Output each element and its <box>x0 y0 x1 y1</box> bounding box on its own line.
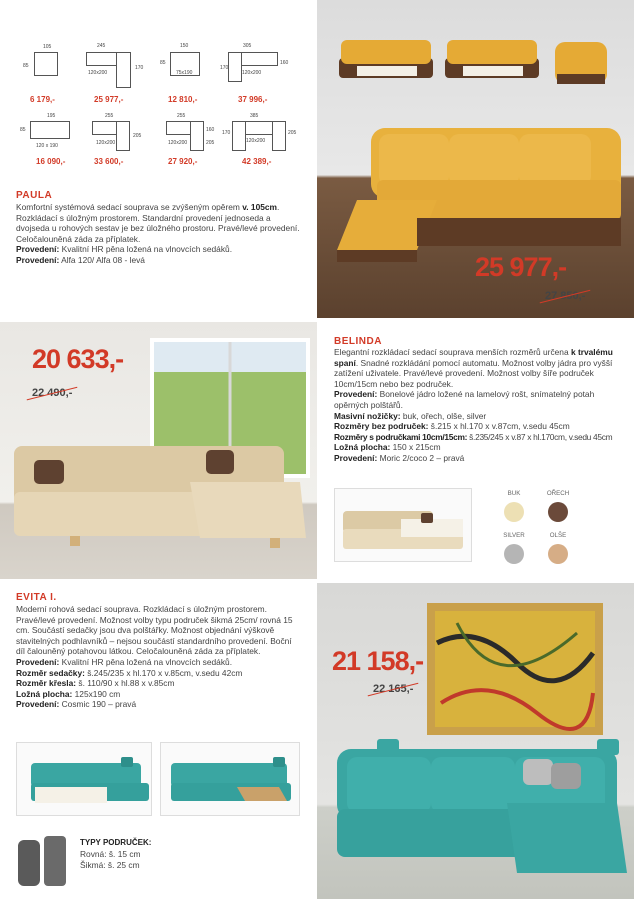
dim-label: 75x190 <box>176 70 193 76</box>
belinda-title: BELINDA <box>334 336 382 347</box>
evita-desc-text: Moderní rohová sedací souprava. Rozkládací s úložným prostorem. Pravé/levé provedení. Možnost volby typu područek šikmá 25cm/ rovná 15 cm. Součástí sedačky jsou dva polštářky. Možnost objednání výškově stavitelných podhlavníků – nejsou součástí standardního provedení. Boční díl čalouněný potahovou látkou. Celočalouněná záda za příplatek. <box>16 604 293 657</box>
paula-desc-text-2: . Rozkládací s úložným prostorem. Standardní provedení jednoseda a dvojseda u rohových sestav je bez úložného prostoru. Pravé/levé provedení. Celočalouněná záda za příplatek. <box>16 202 300 244</box>
variant-price: 12 810,- <box>168 95 198 104</box>
diagram-8c <box>272 121 286 151</box>
dim-label: 160 <box>206 127 215 133</box>
spec-value: š.235/245 x v.87 x hl.170cm, v.sedu 45cm <box>467 431 613 442</box>
spec-value: Bonelové jádro ložené na lamelový rošt, snímatelný potah opěrných polštářů. <box>334 389 595 410</box>
dim-label: 305 <box>243 43 252 49</box>
variant-price: 25 977,- <box>94 95 124 104</box>
belinda-description <box>334 347 616 464</box>
belinda-desc-text: Elegantní rozkládací sedací souprava menších rozměrů určena <box>334 347 571 357</box>
dim-label: 170 <box>135 65 144 71</box>
diagram-6b <box>116 121 130 151</box>
paula-title: PAULA <box>16 190 53 201</box>
dim-label: 120x200 <box>96 140 116 146</box>
main-corner-sofa <box>337 128 621 262</box>
dim-label: 205 <box>288 130 297 136</box>
teal-corner-sofa <box>337 739 627 873</box>
evita-title: EVITA I. <box>16 592 57 603</box>
dim-label: 205 <box>133 133 142 139</box>
dim-label: 170 <box>220 65 229 71</box>
spec-label: Rozměr sedačky: <box>16 667 85 678</box>
abstract-painting <box>427 603 603 735</box>
evita-old-price: 22 165,- <box>373 683 414 695</box>
swatch-orech <box>548 502 568 522</box>
variant-price: 37 996,- <box>238 95 268 104</box>
dim-label: 120x200 <box>246 138 266 144</box>
evita-storage-illustration <box>161 743 300 816</box>
spec-value: Cosmic 190 – pravá <box>59 699 137 710</box>
dim-label: 120x200 <box>242 70 262 76</box>
paula-desc-bold: v. 105cm <box>242 202 278 212</box>
spec-value: š. 110/90 x hl.88 x v.85cm <box>76 678 175 689</box>
spec-value: buk, ořech, olše, silver <box>400 410 487 421</box>
dim-label: 255 <box>177 113 186 119</box>
diagram-8b <box>232 121 246 151</box>
dim-label: 160 <box>280 60 289 66</box>
evita-small-photo-1 <box>16 742 152 816</box>
belinda-price: 20 633,- <box>32 344 124 374</box>
belinda-desc-bold: k trvalému spaní <box>334 347 613 368</box>
dim-label: 205 <box>206 140 215 146</box>
evita-description <box>16 604 300 710</box>
dim-label: 170 <box>222 130 231 136</box>
armrest-title: TYPY PODRUČEK: <box>80 838 152 847</box>
spec-label: Ložná plocha: <box>334 442 391 453</box>
dim-label: 385 <box>250 113 259 119</box>
evita-photo <box>317 583 634 899</box>
dim-label: 120x200 <box>168 140 188 146</box>
paula-desc-text: Komfortní systémová sedací souprava se zvýšeným opěrem <box>16 202 243 212</box>
dim-label: 120 x 190 <box>36 143 58 149</box>
swatch-buk <box>504 502 524 522</box>
spec-label: Provedení: <box>16 254 60 265</box>
belinda-small-photo <box>334 488 472 562</box>
diagram-5 <box>30 121 70 139</box>
swatch-label-orech: OŘECH <box>546 490 570 497</box>
armrest-illustration <box>16 832 68 890</box>
spec-value: š.215 x hl.170 x v.87cm, v.sedu 45cm <box>428 421 570 432</box>
belinda-desc-text-2: . Snadné rozkládání pomocí automatu. Možnost volby jádra pro vyšší zatížení uživatele. Pravé/levé provedení. Možnost volby šíře područek 10cm/15cm nebo bez područek. <box>334 357 613 389</box>
evita-price: 21 158,- <box>332 646 424 676</box>
spec-label: Provedení: <box>16 244 60 255</box>
variant-price: 27 920,- <box>168 157 198 166</box>
spec-value: Moric 2/coco 2 – pravá <box>377 452 465 463</box>
small-sofa-1 <box>339 40 433 78</box>
variant-price: 42 389,- <box>242 157 272 166</box>
paula-description <box>16 202 300 266</box>
dim-label: 85 <box>160 60 166 66</box>
spec-label: Provedení: <box>334 389 378 400</box>
spec-value: 125x190 cm <box>72 688 121 699</box>
spec-label: Masivní nožičky: <box>334 410 401 421</box>
spec-label: Ložná plocha: <box>16 688 73 699</box>
dim-label: 245 <box>97 43 106 49</box>
diagram-4b <box>228 52 242 82</box>
swatch-silver <box>504 544 524 564</box>
swatch-olse <box>548 544 568 564</box>
spec-value: 150 x 215cm <box>390 442 441 453</box>
belinda-bed-illustration <box>335 489 472 562</box>
dim-label: 85 <box>23 63 29 69</box>
armrest-sikma: Šikmá: š. 25 cm <box>80 860 140 870</box>
armrest-rovna: Rovná: š. 15 cm <box>80 849 141 859</box>
spec-value: Alfa 120/ Alfa 08 - levá <box>59 254 145 265</box>
small-sofa-2 <box>445 40 539 78</box>
swatch-label-olse: OLŠE <box>549 532 567 539</box>
paula-old-price: 27 850,- <box>545 290 586 302</box>
spec-value: Kvalitní HR pěna ložená na vlnovcích sedáků. <box>59 656 233 667</box>
dim-label: 255 <box>105 113 114 119</box>
dim-label: 105 <box>43 44 52 50</box>
spec-label: Provedení: <box>16 699 60 710</box>
variant-price: 33 600,- <box>94 157 124 166</box>
diagram-2b <box>116 52 131 88</box>
spec-value: š.245/235 x hl.170 x v.85cm, v.sedu 42cm <box>84 667 243 678</box>
armrest-types-photo <box>16 832 68 890</box>
diagram-7b <box>190 121 204 151</box>
spec-label: Rozměry bez područek: <box>334 421 429 432</box>
spec-label: Rozměr křesla: <box>16 678 77 689</box>
dim-label: 195 <box>47 113 56 119</box>
spec-label: Provedení: <box>16 656 60 667</box>
variant-price: 6 179,- <box>30 95 55 104</box>
swatch-label-buk: BUK <box>507 490 521 497</box>
dim-label: 150 <box>180 43 189 49</box>
beige-corner-sofa <box>14 446 306 548</box>
paula-price: 25 977,- <box>475 252 567 282</box>
armchair <box>555 42 607 84</box>
evita-small-photo-2 <box>160 742 300 816</box>
evita-bed-illustration <box>17 743 152 816</box>
spec-value: Kvalitní HR pěna ložená na vlnovcích sedáků. <box>59 244 233 255</box>
dim-label: 85 <box>20 127 26 133</box>
spec-label: Provedení: <box>334 452 378 463</box>
spec-label: Rozměry s područkami 10cm/15cm: <box>334 431 468 442</box>
evita-room-illustration <box>317 583 634 899</box>
diagram-1 <box>34 52 58 76</box>
belinda-old-price: 22 490,- <box>32 387 73 399</box>
dim-label: 120x200 <box>88 70 108 76</box>
swatch-label-silver: SILVER <box>503 532 525 539</box>
variant-price: 16 090,- <box>36 157 66 166</box>
